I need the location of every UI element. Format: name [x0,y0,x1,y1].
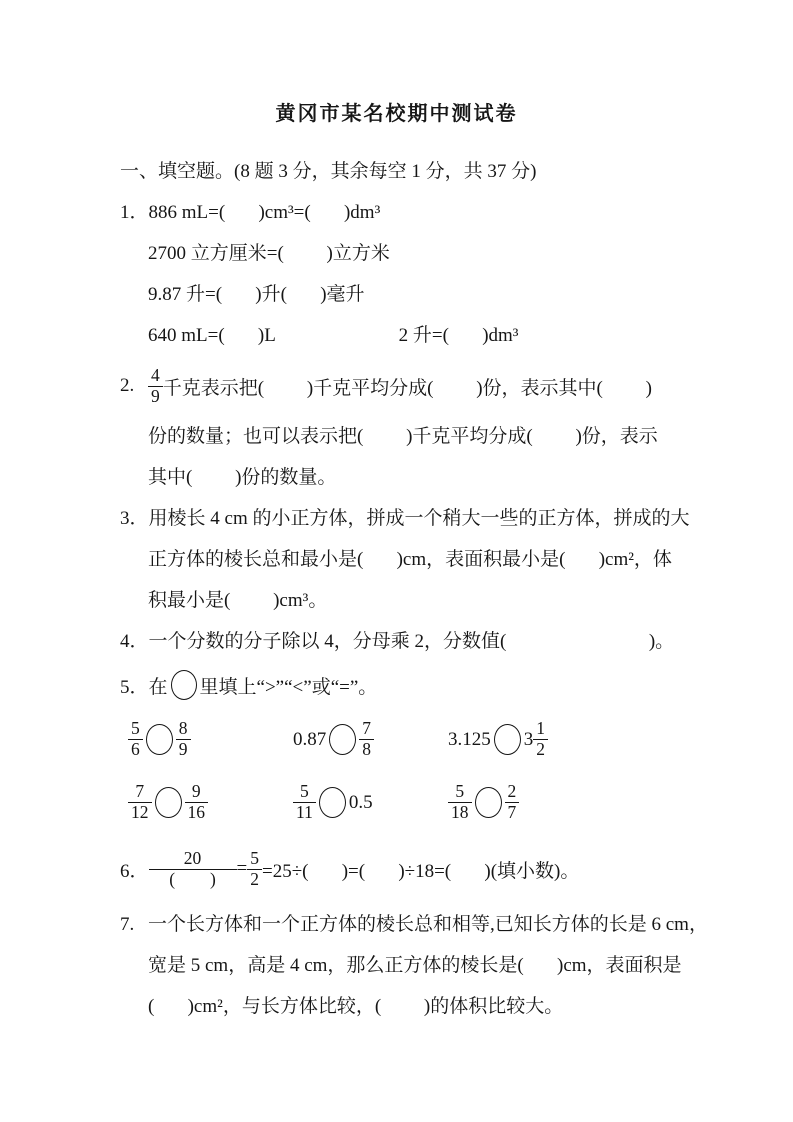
question-line [120,621,720,662]
fraction-denominator: ( ) [169,868,216,889]
fraction-denominator: 9 [151,385,160,406]
fraction-denominator: 6 [131,739,140,759]
question-text: 一个分数的分子除以 4，分母乘 2，分数值( )。 [148,631,675,652]
comparison-circle-icon [155,787,182,818]
comparison-circle-icon [319,787,346,818]
question-text: 千克表示把( )千克平均分成( )份，表示其中( ) [162,377,652,399]
question-line [120,834,720,904]
question-7 [120,904,720,1027]
comparison-item [128,708,293,771]
fraction [533,719,548,759]
fraction-numerator: 2 [505,782,520,803]
fraction [176,719,191,759]
question-number: 1． [120,202,149,223]
question-line [120,904,720,945]
fraction [128,719,143,759]
question-number: 7. [120,914,135,935]
fraction-numerator: 5 [128,719,143,740]
comparison-grid [128,708,720,834]
whole-number: 3 [523,728,534,750]
question-line: 2700 立方厘米=( )立方米 [148,243,390,264]
question-number: 5． [120,676,149,698]
question-line [120,662,720,708]
comparison-item [293,771,448,834]
question-line [120,356,720,416]
equals-sign: = [236,858,248,879]
comparison-circle-icon [494,724,521,755]
question-text: 里填上“>”“<”或“=”。 [199,676,378,698]
question-number: 3． [120,508,149,529]
question-number: 2. [120,375,135,396]
fraction-denominator: 12 [131,802,149,822]
question-text: 用棱长 4 cm 的小正方体，拼成一个稍大一些的正方体，拼成的大 [148,508,690,529]
fraction-numerator: 20 [149,849,237,870]
fraction-numerator: 4 [148,366,163,387]
question-text: =25÷( )=( )÷18=( )(填小数)。 [261,860,580,882]
fraction-numerator: 7 [359,719,374,740]
question-2 [120,356,720,498]
fraction-numerator: 5 [448,782,472,803]
comparison-circle-icon [475,787,502,818]
fraction [247,849,262,889]
fraction-denominator: 2 [250,868,259,889]
fraction-numerator: 1 [533,719,548,740]
question-5 [120,662,720,834]
fraction [359,719,374,759]
comparison-item [293,708,448,771]
comparison-circle-icon [171,670,197,700]
fraction-denominator: 18 [451,802,469,822]
decimal-value: 0.87 [293,728,327,750]
fraction-denominator: 7 [507,802,517,822]
fraction [128,782,152,822]
question-line: 份的数量；也可以表示把( )千克平均分成( )份，表示 [148,426,658,447]
fraction-numerator: 5 [247,849,262,870]
fraction-denominator: 11 [296,802,313,822]
fraction [293,782,316,822]
question-line: 正方体的棱长总和最小是( )cm，表面积最小是( )cm²，体 [148,549,672,570]
question-line [120,192,720,233]
fraction [185,782,209,822]
question-4 [120,621,720,662]
question-text: 在 [148,676,168,698]
question-line: 9.87 升=( )升( )毫升 [148,284,365,305]
question-6 [120,834,720,904]
question-line: 其中( )份的数量。 [148,467,337,488]
question-1 [120,192,720,356]
mixed-number [524,719,548,759]
decimal-value: 0.5 [348,791,373,813]
fraction-denominator: 16 [187,802,205,822]
question-line [120,498,720,539]
section-heading: 一、填空题。(8 题 3 分，其余每空 1 分，共 37 分) [120,161,537,182]
comparison-item [128,771,293,834]
fraction-denominator: 8 [362,739,371,759]
question-line: ( )cm²，与长方体比较，( )的体积比较大。 [148,996,564,1017]
question-text: 一个长方体和一个正方体的棱长总和相等,已知长方体的长是 6 cm， [148,914,708,935]
question-number: 6． [120,860,149,882]
fraction-numerator: 7 [128,782,152,803]
fraction-denominator: 9 [178,739,188,759]
fraction [505,782,520,822]
paper-content [120,151,720,1027]
fraction-numerator: 8 [176,719,191,740]
comparison-circle-icon [329,724,356,755]
fraction [149,849,237,889]
fraction-denominator: 2 [536,739,545,759]
comparison-circle-icon [146,724,173,755]
question-line: 640 mL=( )L 2 升=( )dm³ [148,325,519,346]
paper-title: 黄冈市某名校期中测试卷 [275,103,518,125]
question-number: 4． [120,631,149,652]
fraction-numerator: 5 [293,782,316,803]
fraction [448,782,472,822]
question-3 [120,498,720,621]
fraction [148,366,163,406]
decimal-value: 3.125 [448,728,491,750]
question-line: 积最小是( )cm³。 [148,590,328,611]
fraction-numerator: 9 [185,782,209,803]
question-line: 宽是 5 cm，高是 4 cm，那么正方体的棱长是( )cm，表面积是 [148,955,682,976]
comparison-item [448,708,720,771]
question-text: 886 mL=( )cm³=( )dm³ [148,202,381,223]
comparison-item [448,771,720,834]
